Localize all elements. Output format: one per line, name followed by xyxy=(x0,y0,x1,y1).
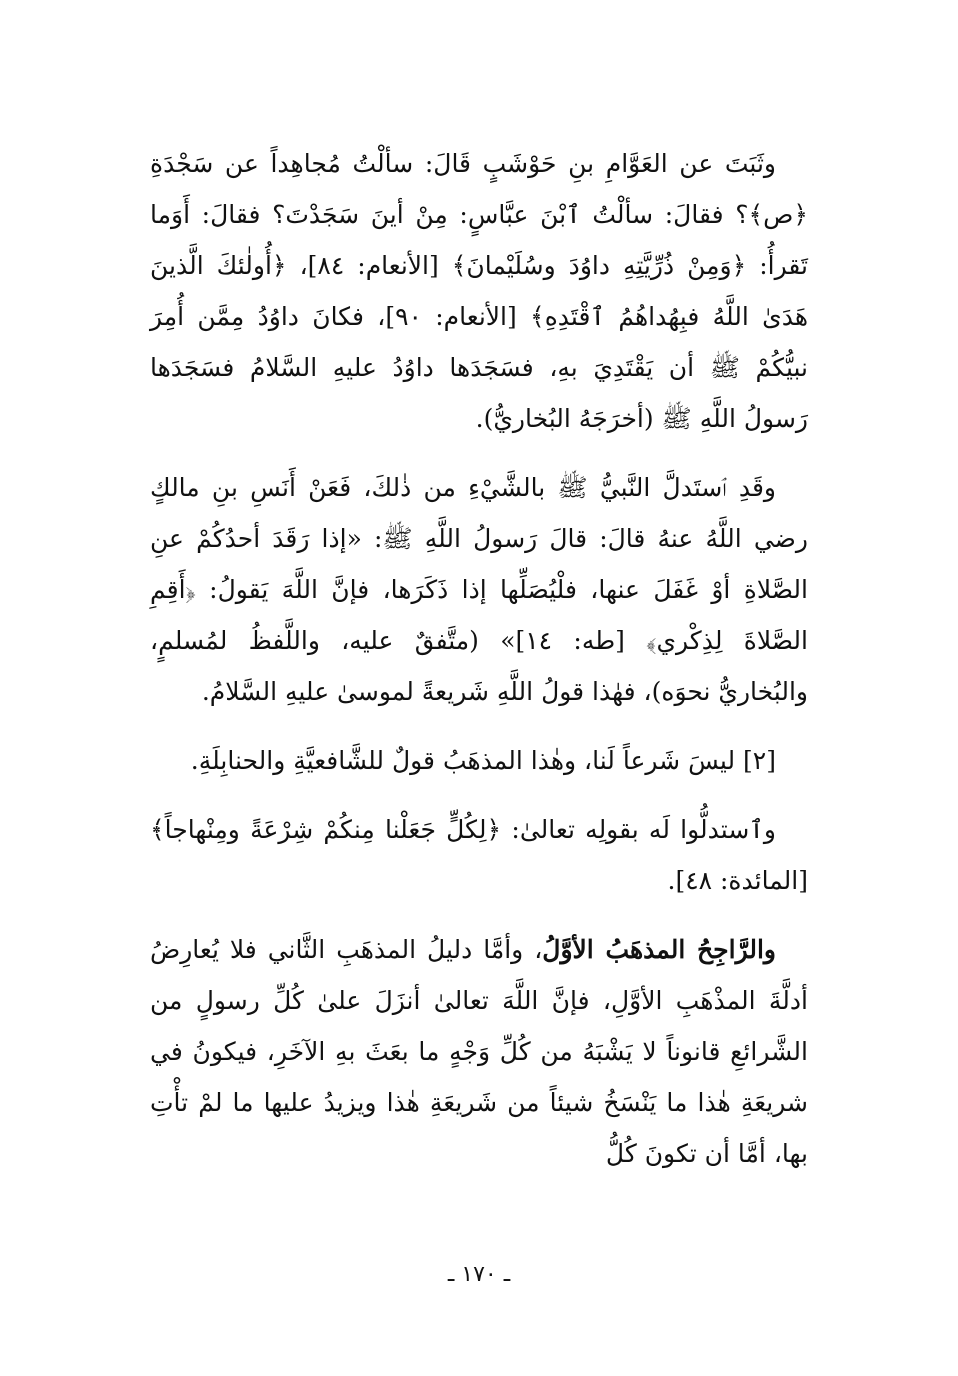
paragraph-second-opinion-evidence: وٱستدلُّوا لَه بقولِه تعالىٰ: ﴿لِكُلٍّ جَعَلْنا مِنكُمْ شِرْعَةً ومِنْهاجاً﴾ [المائدة: ٤٨]. xyxy=(150,815,808,895)
preferred-opinion-rest: ، وأمَّا دليلُ المذهَبِ الثَّاني فلا يُعارِضُ أدلَّةَ المذْهَبِ الأوَّلِ، فإنَّ اللَّهَ تعالىٰ أنزَلَ علىٰ كُلِّ رسولٍ من الشَّرائعِ قانوناً لا يَشْبَهُ من كُلِّ وَجْهٍ ما بعَثَ بهِ الآخَرِ، فيكونُ في شريعَةِ هٰذا ما يَنْسَخُ شيئاً من شَريعَةِ هٰذا ويزيدُ عليها ما لمْ تأْتِ بها، أمَّا أن تكونَ كُلُّ xyxy=(150,935,808,1168)
paragraph-prophet-inference: وقَدِ ٱستَدلَّ النَّبيُّ ﷺ بالشَّيْءِ من ذٰلكَ، فَعَنْ أَنَسِ بنِ مالكٍ رضي اللَّهُ عنهُ قالَ: قالَ رَسولُ اللَّهِ ﷺ: «إذا رَقَدَ أحدُكُمْ عنِ الصَّلاةِ أوْ غَفَلَ عنها، فلْيُصَلِّها إذا ذَكَرَها، فإنَّ اللَّهَ يَقولُ: ﴿أَقِمِ الصَّلاةَ لِذِكْري﴾ [طه: ١٤]» (متَّفقٌ عليه، واللَّفظُ لمُسلمٍ، والبُخاريُّ نحوَه)، فهٰذا قولُ اللَّهِ شَريعةً لموسىٰ عليهِ السَّلامُ. xyxy=(150,473,808,706)
page-body xyxy=(150,138,808,1179)
paragraph-preferred-opinion xyxy=(150,924,808,1179)
preferred-opinion-lead: والرَّاجِحُ المذهَبُ الأوَّلُ xyxy=(542,935,776,964)
page-number: ـ ١٧٠ ـ xyxy=(447,1262,511,1287)
paragraph-second-opinion-heading: [٢] ليسَ شَرعاً لَنا، وهٰذا المذهَبُ قولٌ للشَّافعيَّةِ والحنابِلَةِ. xyxy=(190,746,776,775)
paragraph-sajdah-hadith: وثَبَتَ عن العَوَّامِ بنِ حَوْشَبٍ قَالَ: سألْتُ مُجاهِداً عن سَجْدَةِ ﴿ص﴾؟ فقالَ: سألْتُ ٱبْنَ عبَّاسٍ: مِنْ أينَ سَجَدْتَ؟ فقالَ: أَوَما تَقرأُ: ﴿وَمِنْ ذُرِّيَّتِهِ داوُدَ وسُلَيْمانَ﴾ [الأنعام: ٨٤]، ﴿أُولٰئكَ الَّذينَ هَدَىٰ اللَّهُ فبِهُداهُمُ ٱقْتَدِهِ﴾ [الأنعام: ٩٠]، فكانَ داوُدُ مِمَّن أُمِرَ نبيُّكُمْ ﷺ أن يَقْتَدِيَ بهِ، فسَجَدَها داوُدُ عليهِ السَّلامُ فسَجَدَها رَسولُ اللَّهِ ﷺ (أخرَجَهُ البُخاريُّ). xyxy=(150,149,808,433)
